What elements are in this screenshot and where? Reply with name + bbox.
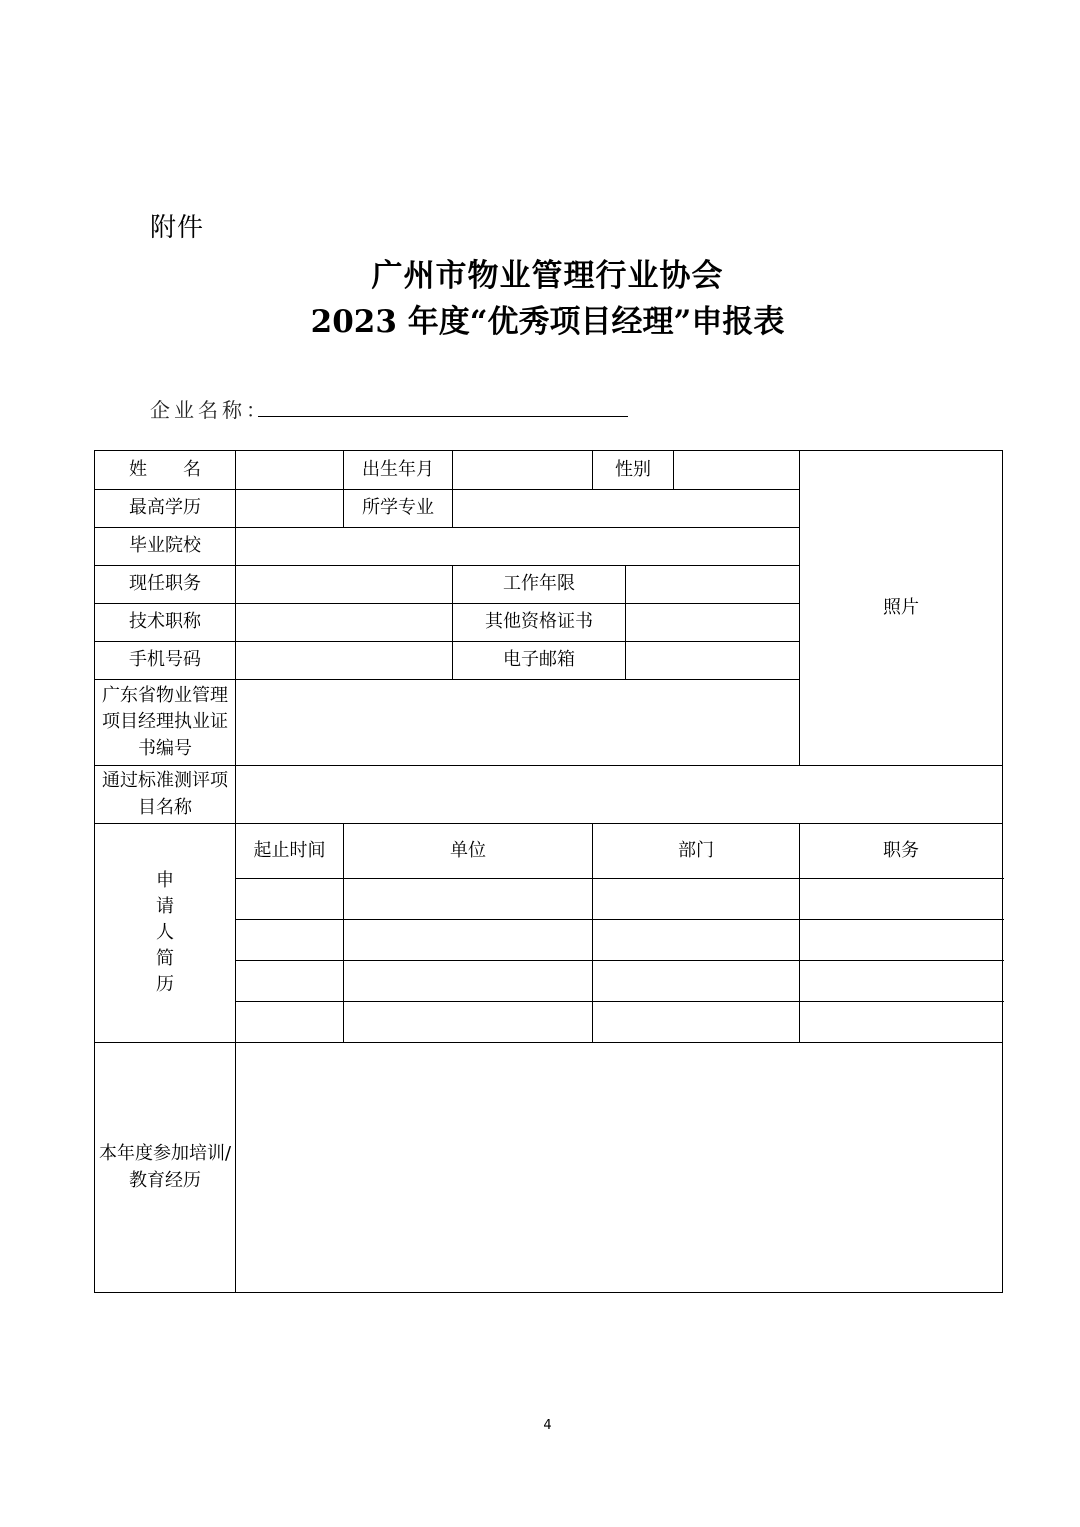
resume-department-cell[interactable] [593,961,800,1002]
resume-header-title: 职务 [800,824,1003,879]
resume-label-char: 简 [156,948,174,970]
major-label: 所学专业 [344,490,453,528]
gender-label: 性别 [593,451,674,490]
resume-department-cell[interactable] [593,920,800,961]
school-field[interactable] [236,528,800,566]
license-field[interactable] [236,680,800,766]
resume-title-cell[interactable] [800,920,1003,961]
tech-title-label: 技术职称 [95,604,236,642]
company-name-field[interactable] [258,416,628,417]
resume-header-department: 部门 [593,824,800,879]
resume-department-cell[interactable] [593,879,800,920]
resume-department-cell[interactable] [593,1002,800,1043]
form-title-line1: 广州市物业管理行业协会 [371,258,724,294]
eval-project-field[interactable] [236,766,1003,824]
resume-company-cell[interactable] [344,1002,593,1043]
resume-label-char: 请 [156,895,174,917]
school-label: 毕业院校 [95,528,236,566]
page-number: 4 [543,1418,552,1433]
tech-title-field[interactable] [236,604,453,642]
license-label: 广东省物业管理项目经理执业证书编号 [95,680,236,766]
resume-company-cell[interactable] [344,961,593,1002]
resume-header-period: 起止时间 [236,824,344,879]
resume-header-company: 单位 [344,824,593,879]
name-label: 姓 名 [95,451,236,490]
education-label: 最高学历 [95,490,236,528]
resume-label [95,824,236,1043]
birth-field[interactable] [453,451,593,490]
eval-project-label: 通过标准测评项目名称 [95,766,236,824]
other-cert-field[interactable] [626,604,800,642]
resume-title-cell[interactable] [800,1002,1003,1043]
other-cert-label: 其他资格证书 [453,604,626,642]
position-field[interactable] [236,566,453,604]
resume-period-cell[interactable] [236,879,344,920]
resume-company-cell[interactable] [344,879,593,920]
form-title-line2: 2023 年度“优秀项目经理”申报表 [310,304,785,340]
education-field[interactable] [236,490,344,528]
name-field[interactable] [236,451,344,490]
major-field[interactable] [453,490,800,528]
application-form-table [94,450,1003,1293]
resume-title-cell[interactable] [800,879,1003,920]
position-label: 现任职务 [95,566,236,604]
resume-period-cell[interactable] [236,961,344,1002]
work-years-label: 工作年限 [453,566,626,604]
email-field[interactable] [626,642,800,680]
resume-period-cell[interactable] [236,920,344,961]
phone-field[interactable] [236,642,453,680]
email-label: 电子邮箱 [453,642,626,680]
resume-label-char: 申 [156,869,174,891]
birth-label: 出生年月 [344,451,453,490]
resume-title-cell[interactable] [800,961,1003,1002]
resume-company-cell[interactable] [344,920,593,961]
resume-label-char: 人 [156,921,174,943]
company-name-label: 企业名称： [150,398,270,422]
attachment-label: 附件 [150,213,205,243]
work-years-field[interactable] [626,566,800,604]
resume-label-char: 历 [156,974,174,996]
training-label: 本年度参加培训/教育经历 [95,1043,236,1293]
gender-field[interactable] [674,451,800,490]
resume-period-cell[interactable] [236,1002,344,1043]
training-field[interactable] [236,1043,1003,1293]
photo-box[interactable]: 照片 [800,451,1003,766]
phone-label: 手机号码 [95,642,236,680]
